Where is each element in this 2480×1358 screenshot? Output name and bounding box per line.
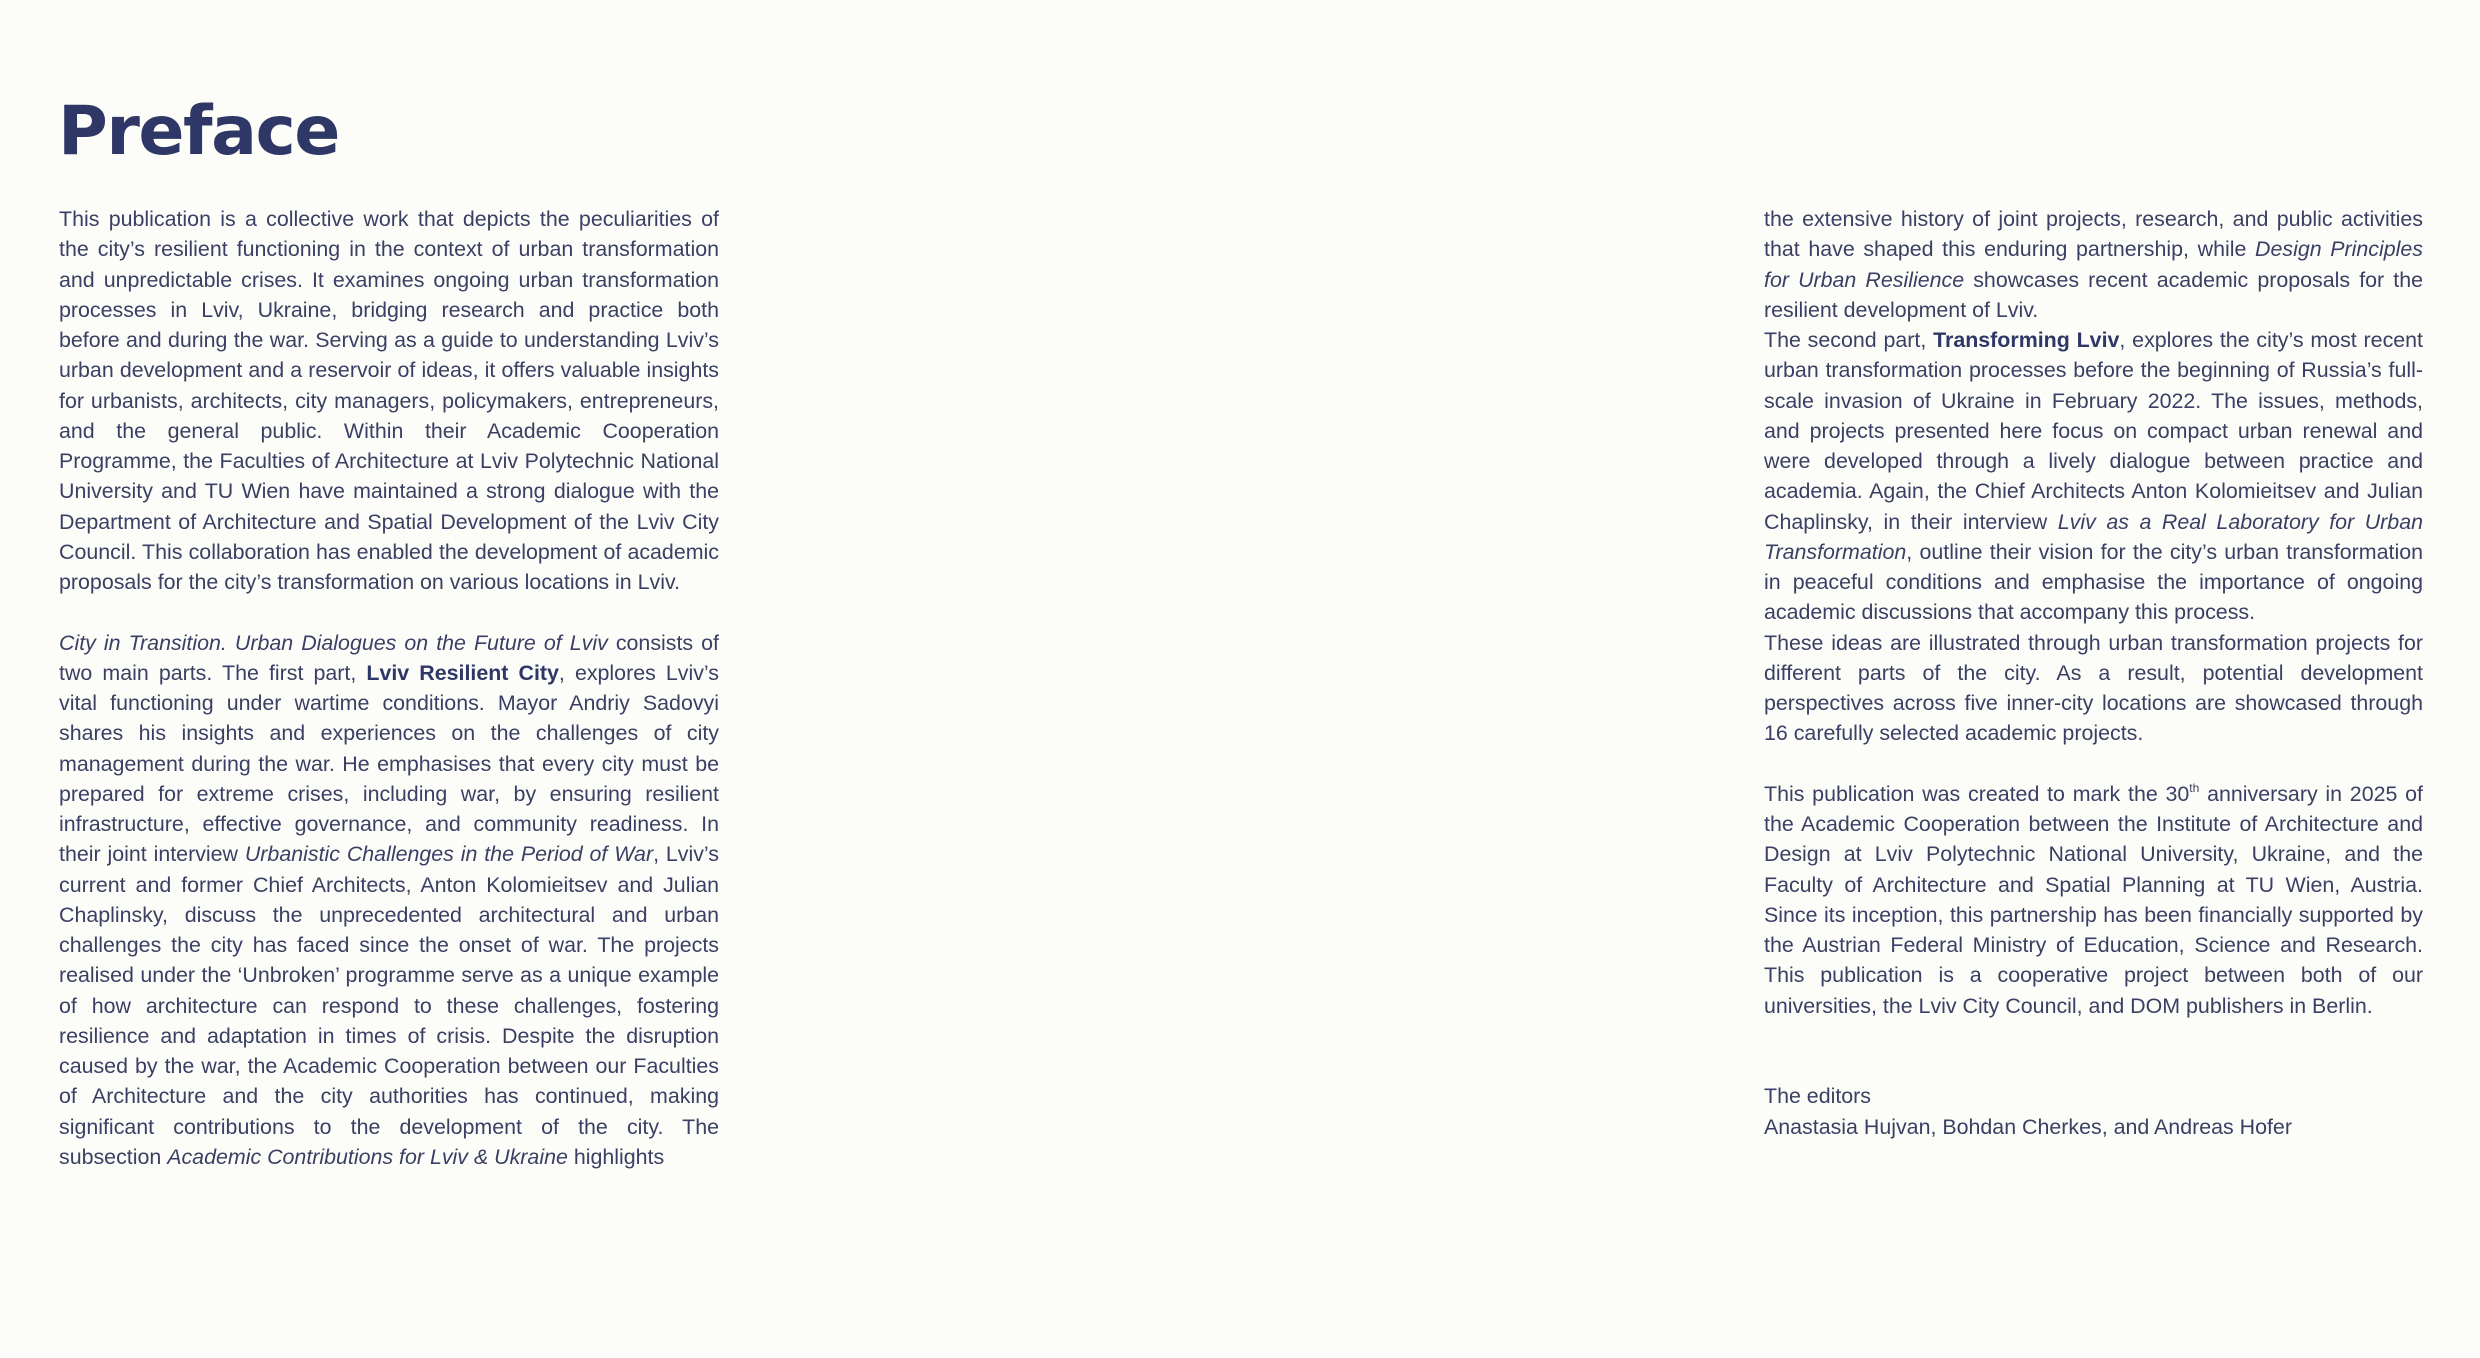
text-column-right bbox=[1764, 204, 2423, 1142]
signature-names: Anastasia Hujvan, Bohdan Cherkes, and Andreas Hofer bbox=[1764, 1114, 2292, 1139]
structure-paragraph: City in Transition. Urban Dialogues on the Future of Lviv consists of two main parts. The first part, Lviv Resilient City, explores Lviv’s vital functioning under wartime conditions. Mayor Andriy Sadovyi shares his insights and experiences on the challenges of city management during the war. He emphasises that every city must be prepared for extreme crises, including war, by ensuring resilient infrastructure, effective governance, and community readiness. In their joint interview Urbanistic Challenges in the Period of War, Lviv’s current and former Chief Architects, Anton Kolomieitsev and Julian Chaplinsky, discuss the unprecedented architectural and urban challenges the city has faced since the onset of war. The projects realised under the ‘Unbroken’ programme serve as a unique example of how architecture can respond to these challenges, fostering resilience and adaptation in times of crisis. Despite the disruption caused by the war, the Academic Cooperation between our Faculties of Architecture and the city authorities has continued, making significant contributions to the development of the city. The subsection Academic Contributions for Lviv & Ukraine highlights bbox=[59, 630, 719, 1169]
part-two-title: Transforming Lviv bbox=[1933, 328, 2120, 352]
page-title: Preface bbox=[58, 92, 339, 171]
interview-title-2: Lviv as a Real Laboratory for Urban Transformation bbox=[1764, 509, 2423, 564]
part-two-paragraph: The second part, Transforming Lviv, explores the city’s most recent urban transformation processes before the beginning of Russia’s full-scale invasion of Ukraine in February 2022. The issues, methods, and projects presented here focus on compact urban renewal and were developed through a lively dialogue between practice and academia. Again, the Chief Architects Anton Kolomieitsev and Julian Chaplinsky, in their interview Lviv as a Real Laboratory for Urban Transformation, outline their vision for the city’s urban transformation in peaceful conditions and emphasise the importance of ongoing academic discussions that accompany this process. bbox=[1764, 328, 2424, 625]
part-one-title: Lviv Resilient City bbox=[366, 660, 559, 685]
editors-signature bbox=[1764, 1081, 2423, 1142]
continuation-paragraph: the extensive history of joint projects, research, and public activities that have shaped this enduring partnership, while Design Principles for Urban Resilience showcases recent academic proposals for the resilient development of Lviv. bbox=[1764, 207, 2424, 322]
signature-label: The editors bbox=[1764, 1084, 1872, 1109]
subsection-title: Academic Contributions for Lviv & Ukraine bbox=[167, 1144, 568, 1169]
text-column-left bbox=[59, 204, 719, 1172]
anniversary-paragraph: This publication was created to mark the 30th anniversary in 2025 of the Academic Cooperation between the Institute of Architecture and Design at Lviv Polytechnic National University, Ukraine, and the Faculty of Architecture and Spatial Planning at TU Wien, Austria. Since its inception, this partnership has been financially supported by the Austrian Federal Ministry of Education, Science and Research. This publication is a cooperative project between both of our universities, the Lviv City Council, and DOM publishers in Berlin. bbox=[1764, 780, 2423, 1018]
interview-title-1: Urbanistic Challenges in the Period of War bbox=[244, 842, 654, 867]
projects-paragraph: These ideas are illustrated through urban transformation projects for different parts of the city. As a result, potential development perspectives across five inner-city locations are showcased through 16 carefully selected academic projects. bbox=[1764, 630, 2423, 746]
book-title: City in Transition. Urban Dialogues on the Future of Lviv bbox=[59, 630, 608, 655]
intro-paragraph: This publication is a collective work that depicts the peculiarities of the city’s resilient functioning in the context of urban transformation and unpredictable crises. It examines ongoing urban transformation processes in Lviv, Ukraine, bridging research and practice both before and during the war. Serving as a guide to understanding Lviv’s urban development and a reservoir of ideas, it offers valuable insights for urbanists, architects, city managers, policymakers, entrepreneurs, and the general public. Within their Academic Cooperation Programme, the Faculties of Architecture at Lviv Polytechnic National University and TU Wien have maintained a strong dialogue with the Department of Architecture and Spatial Development of the Lviv City Council. This collaboration has enabled the development of academic proposals for the city’s transformation on various locations in Lviv. bbox=[59, 207, 719, 594]
design-principles-title: Design Principles for Urban Resilience bbox=[1764, 237, 2423, 292]
